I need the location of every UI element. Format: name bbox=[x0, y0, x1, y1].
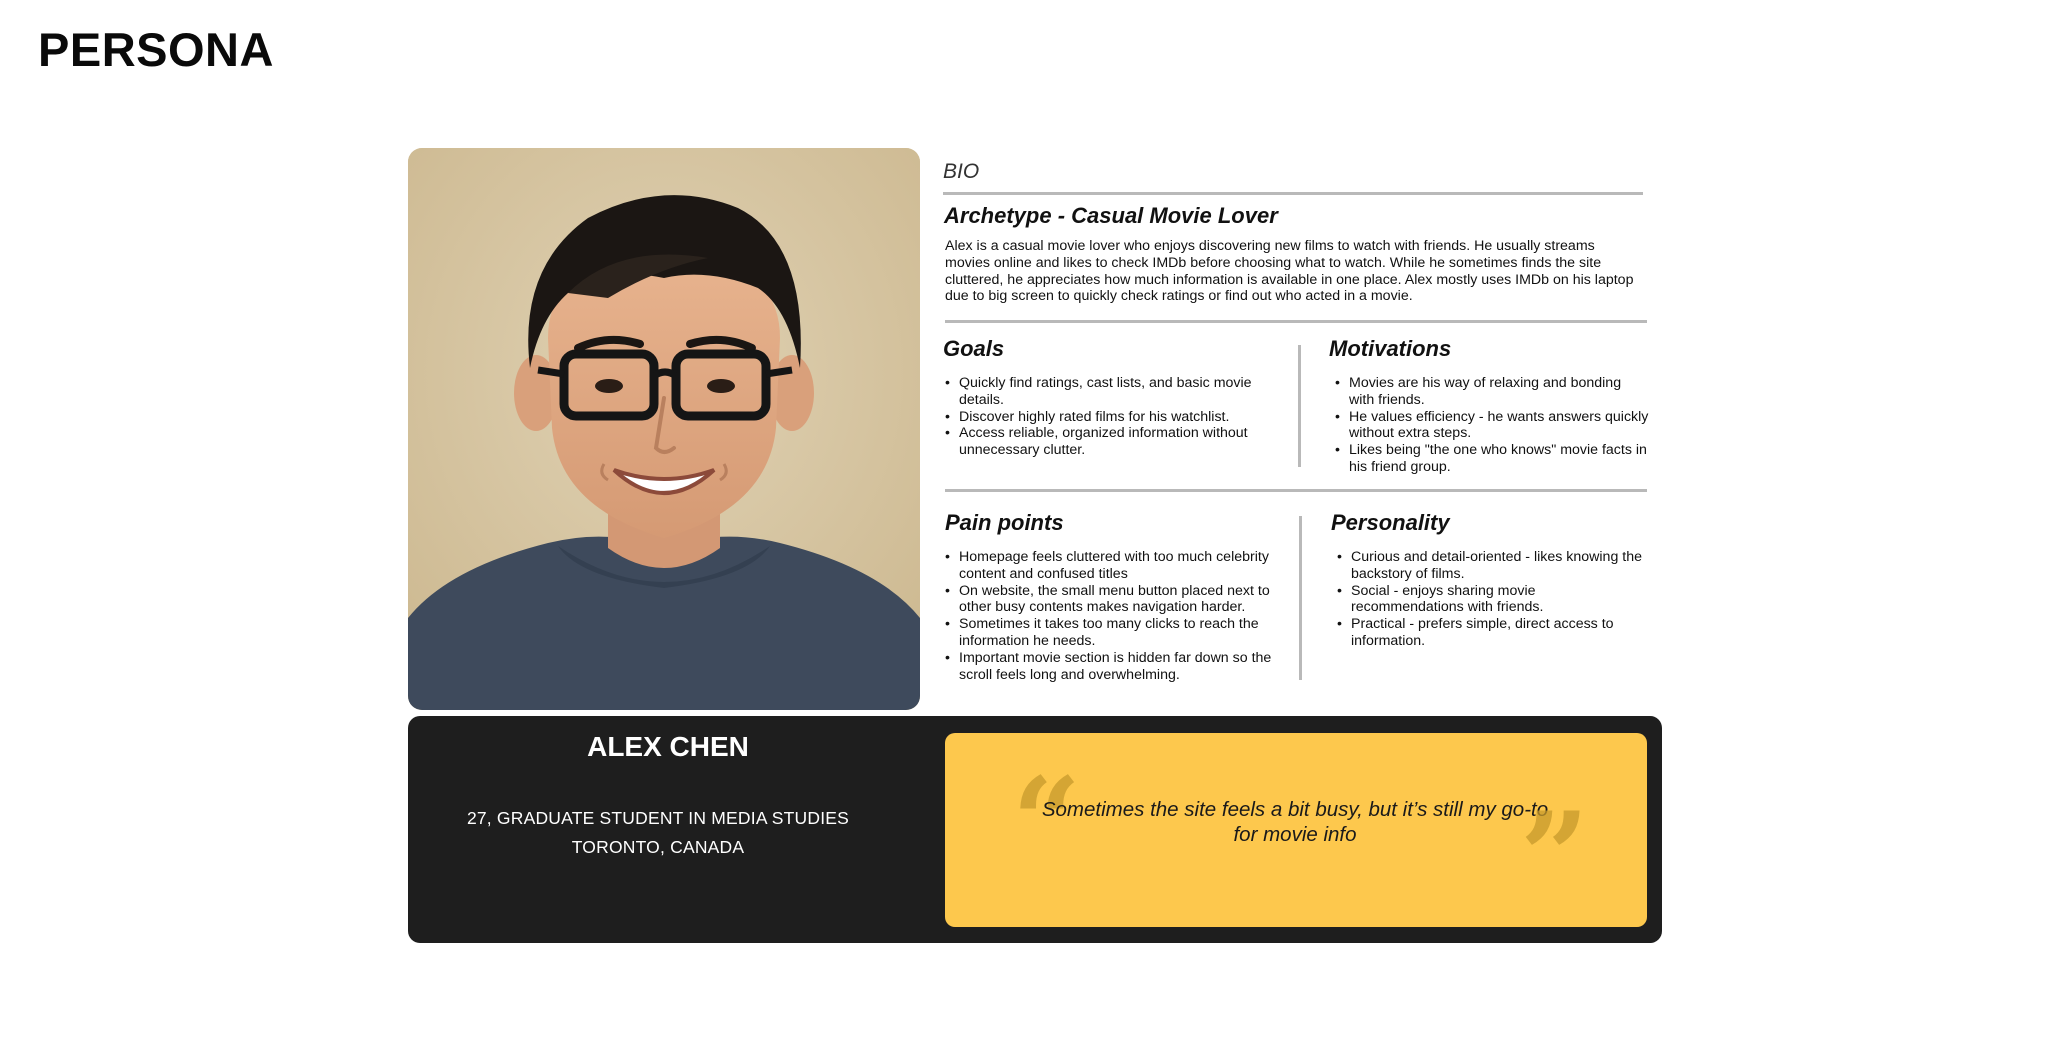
persona-age-role: 27, GRADUATE STUDENT IN MEDIA STUDIES bbox=[466, 808, 850, 828]
middle-divider bbox=[945, 489, 1647, 492]
pain-points-list bbox=[945, 549, 1289, 683]
pain-personality-divider bbox=[1299, 516, 1302, 680]
page-title: PERSONA bbox=[38, 23, 274, 76]
list-item: • Movies are his way of relaxing and bonding with friends. bbox=[1349, 375, 1649, 409]
list-item: • Curious and detail-oriented - likes knowing the backstory of films. bbox=[1351, 549, 1651, 583]
list-item: • Practical - prefers simple, direct access to information. bbox=[1351, 616, 1651, 650]
motivations-heading: Motivations bbox=[1329, 336, 1452, 361]
quote-text: Sometimes the site feels a bit busy, but it’s still my go-to for movie info bbox=[1041, 798, 1549, 846]
close-quote-icon: ” bbox=[1520, 786, 1590, 927]
pain-points-heading: Pain points bbox=[945, 510, 1064, 535]
persona-location: TORONTO, CANADA bbox=[571, 837, 745, 857]
persona-name: ALEX CHEN bbox=[587, 731, 749, 762]
goals-motivations-divider bbox=[1298, 345, 1301, 467]
bio-divider bbox=[943, 192, 1643, 195]
list-item: • He values efficiency - he wants answers quickly without extra steps. bbox=[1349, 409, 1649, 443]
list-item: • Access reliable, organized information without unnecessary clutter. bbox=[959, 425, 1279, 459]
list-item: • Important movie section is hidden far down so the scroll feels long and overwhelming. bbox=[959, 650, 1289, 684]
bio-text: Alex is a casual movie lover who enjoys discovering new films to watch with friends. He usually streams movies online and likes to check IMDb before choosing what to watch. While he sometimes finds the site cluttered, he appreciates how much information is available in one place. Alex mostly uses IMDb on his laptop due to big screen to quickly check ratings or find out who acted in a movie. bbox=[945, 238, 1634, 305]
list-item: • On website, the small menu button placed next to other busy contents makes navigation harder. bbox=[959, 583, 1289, 617]
portrait-illustration bbox=[408, 148, 920, 710]
personality-list bbox=[1337, 549, 1651, 650]
motivations-list bbox=[1335, 375, 1649, 476]
list-item: • Quickly find ratings, cast lists, and basic movie details. bbox=[959, 375, 1279, 409]
goals-heading: Goals bbox=[943, 336, 1005, 361]
persona-photo bbox=[408, 148, 920, 710]
goals-list bbox=[945, 375, 1279, 459]
list-item: • Homepage feels cluttered with too much celebrity content and confused titles bbox=[959, 549, 1289, 583]
bio-bottom-divider bbox=[945, 320, 1647, 323]
list-item: • Discover highly rated films for his watchlist. bbox=[959, 409, 1279, 426]
bio-label: BIO bbox=[943, 160, 980, 183]
personality-heading: Personality bbox=[1331, 510, 1450, 535]
open-quote-icon: “ bbox=[1012, 751, 1082, 892]
list-item: • Social - enjoys sharing movie recommendations with friends. bbox=[1351, 583, 1651, 617]
list-item: • Likes being "the one who knows" movie facts in his friend group. bbox=[1349, 442, 1649, 476]
list-item: • Sometimes it takes too many clicks to reach the information he needs. bbox=[959, 616, 1289, 650]
archetype-heading: Archetype - Casual Movie Lover bbox=[944, 203, 1278, 228]
